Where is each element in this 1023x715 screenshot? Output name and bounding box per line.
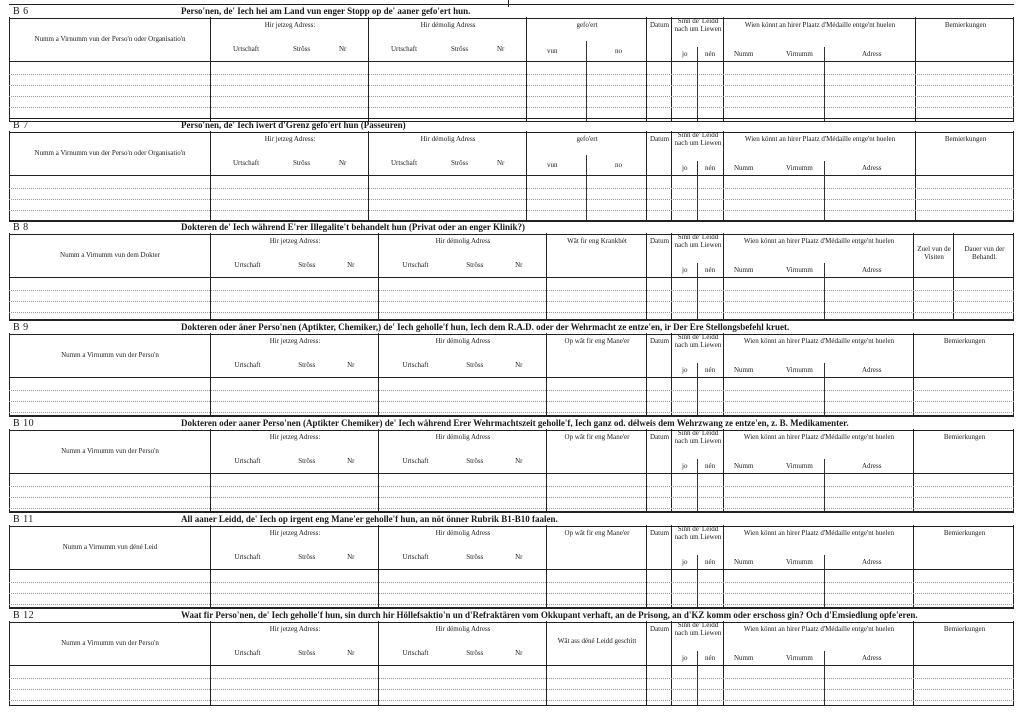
adress-label: Adress [862, 164, 882, 172]
section-title: Waat fir Perso'nen, de' Iech geholle'f hun, sin durch hir Höllefsaktio'n un d'Refraktären vom Okkupant verhaft, an de Prisong, an d'KZ komm oder erschoss gin? Och d'Emsiedlung opfe'eren. [181, 610, 918, 620]
duration-column [953, 233, 1014, 319]
alive-label: Sinn de' Leidd nach um Liewen [674, 131, 722, 147]
date-column [646, 233, 671, 319]
current-address-label: Hir jetzeg Adress: [269, 625, 321, 633]
nr-label: Nr [347, 553, 355, 561]
medal-recipient-column [723, 429, 913, 511]
section-title: Perso'nen, de' Iech iwert d'Grenz gefo'ert hun (Passeuren) [181, 120, 406, 130]
adress-label: Adress [862, 462, 882, 470]
fill-line [9, 582, 1014, 583]
remarks-label: Bemierkungen [943, 337, 986, 345]
header-separator [9, 175, 1014, 176]
former-address-column [378, 525, 546, 607]
section-title: Dokteren de' Iech während E'rer Illegalite't behandelt hun (Privat oder an enger Klinik?) [181, 222, 526, 232]
date-label: Datum [649, 529, 670, 537]
manner-column [546, 429, 646, 511]
section-b9 [9, 320, 1014, 416]
section-title: All aaner Leidd, de' Iech op irgent eng Mane'er geholle'f hun, an nöt önner Rubrik B1-B10 faalen. [181, 514, 558, 524]
fill-line [9, 678, 1014, 679]
ortschaft-label: Urtschaft [234, 361, 261, 369]
name-column-label: Numm a Virnumm vun der Perso'n oder Organisatio'n [34, 149, 186, 157]
jo-label: jo [682, 266, 688, 274]
nr-label: Nr [515, 649, 523, 657]
alive-divider [697, 363, 698, 415]
alive-divider [697, 161, 698, 221]
name-column-label: Numm a Virnumm vun der Perso'n oder Organisatio'n [34, 35, 186, 43]
name-column-label: Numm a Virnumm vun dem Dokter [60, 251, 160, 259]
remarks-column [913, 621, 1014, 705]
stross-label: Strôss [293, 159, 311, 167]
section-title: Dokteren oder äner Perso'nen (Aptikter, Chemiker,) de' Iech geholle'f hun, Iech dem R.A.D. oder der Wehrmacht ze entze'en, ir Der Ere Stellongsbefehl kruet. [181, 322, 790, 332]
section-b8 [9, 220, 1014, 320]
fill-line [9, 74, 1014, 75]
ortschaft-label: Urtschaft [391, 159, 418, 167]
ortschaft-label: Urtschaft [402, 261, 429, 269]
medal-label: Wien könnt an hirer Plaatz d'Médaille entge'nt huelen [743, 337, 895, 345]
fill-line [9, 312, 1014, 313]
alive-divider [697, 47, 698, 121]
illness-column [546, 233, 646, 319]
section-b10 [9, 416, 1014, 512]
adress-label: Adress [862, 266, 882, 274]
medal-label: Wien könnt an hirer Plaatz d'Médaille entge'nt huelen [744, 135, 896, 143]
section-b6 [9, 4, 1014, 122]
header-separator [9, 665, 1014, 666]
gefoert-label: gefo'ert [576, 135, 598, 143]
alive-label: Sinn de' Leidd nach um Liewen [674, 621, 722, 637]
former-address-label: Hir démolig Adress [435, 529, 491, 537]
name-column [9, 525, 210, 607]
numm-label: Numm [734, 366, 754, 374]
remarks-label: Bemierkungen [944, 21, 987, 29]
manner-label: Op wât fir eng Mane'er [564, 337, 630, 345]
header-separator [9, 61, 1014, 62]
date-label: Datum [649, 135, 670, 143]
fill-line [9, 210, 1014, 211]
current-address-label: Hir jetzeg Adress: [269, 433, 321, 441]
nr-label: Nr [497, 45, 505, 53]
fill-line [9, 85, 1014, 86]
jo-label: jo [682, 366, 688, 374]
adress-label: Adress [862, 654, 882, 662]
jo-label: jo [682, 50, 688, 58]
medal-divider [824, 161, 825, 221]
stross-label: Strôss [466, 457, 484, 465]
fill-line [9, 700, 1014, 701]
former-address-column [368, 17, 526, 121]
former-address-label: Hir démolig Adress [435, 625, 491, 633]
medal-label: Wien könnt an hirer Plaatz d'Médaille entge'nt huelen [743, 529, 895, 537]
name-column [9, 131, 210, 221]
alive-divider [697, 263, 698, 319]
medal-label: Wien könnt an hirer Plaatz d'Médaille entge'nt huelen [743, 237, 895, 245]
ortschaft-label: Urtschaft [402, 553, 429, 561]
alive-label: Sinn de' Leidd nach um Liewen [674, 233, 722, 249]
fill-line [9, 188, 1014, 189]
current-address-column [210, 131, 368, 221]
medal-recipient-column [723, 233, 913, 319]
jo-label: jo [682, 164, 688, 172]
manner-column [546, 333, 646, 415]
name-column-label: Numm a Virnumm vun der Perso'n [61, 447, 159, 455]
ortschaft-label: Urtschaft [234, 457, 261, 465]
date-label: Datum [649, 625, 670, 633]
former-address-column [378, 233, 546, 319]
alive-divider [697, 459, 698, 511]
former-address-column [378, 333, 546, 415]
current-address-label: Hir jetzeg Adress: [269, 529, 321, 537]
fill-line [9, 593, 1014, 594]
medal-divider [824, 459, 825, 511]
header-separator [9, 569, 1014, 570]
virnumm-label: Virnumm [786, 654, 813, 662]
nr-label: Nr [515, 261, 523, 269]
nr-label: Nr [339, 45, 347, 53]
date-column [646, 621, 671, 705]
remarks-column [913, 429, 1014, 511]
section-b12 [9, 608, 1014, 706]
medal-divider [824, 263, 825, 319]
remarks-column [915, 131, 1014, 221]
name-column [9, 429, 210, 511]
former-address-label: Hir démolig Adress [435, 337, 491, 345]
illness-label: Wât fir eng Krankhét [567, 237, 627, 245]
manner-column [546, 525, 646, 607]
date-column [646, 525, 671, 607]
medal-recipient-column [723, 525, 913, 607]
current-address-column [210, 333, 378, 415]
current-address-column [210, 525, 378, 607]
former-address-label: Hir démolig Adress [420, 135, 476, 143]
nen-label: nén [705, 654, 716, 662]
section-table [9, 525, 1014, 608]
former-address-column [368, 131, 526, 221]
nr-label: Nr [347, 361, 355, 369]
remarks-label: Bemierkungen [943, 529, 986, 537]
alive-label: Sinn de' Leidd nach um Liewen [674, 429, 722, 445]
stross-label: Strôss [298, 553, 316, 561]
stross-label: Strôss [298, 261, 316, 269]
alive-label: Sinn de' Leidd nach um Liewen [674, 525, 722, 541]
fill-line [9, 604, 1014, 605]
name-column [9, 17, 210, 121]
stross-label: Strôss [298, 457, 316, 465]
fill-line [9, 412, 1014, 413]
section-table [9, 17, 1014, 122]
name-column [9, 233, 210, 319]
current-address-column [210, 233, 378, 319]
current-address-column [210, 17, 368, 121]
former-address-label: Hir démolig Adress [435, 237, 491, 245]
virnumm-label: Virnumm [786, 266, 813, 274]
stross-label: Strôss [466, 649, 484, 657]
ortschaft-label: Urtschaft [233, 45, 260, 53]
stross-label: Strôss [298, 361, 316, 369]
header-separator [9, 473, 1014, 474]
section-table [9, 131, 1014, 222]
numm-label: Numm [734, 558, 754, 566]
fill-line [9, 486, 1014, 487]
what-happened-label: Wât ass déné Leidd geschitt [557, 637, 637, 645]
ortschaft-label: Urtschaft [234, 649, 261, 657]
fill-line [9, 290, 1014, 291]
ortschaft-label: Urtschaft [391, 45, 418, 53]
section-code: B 6 [13, 6, 29, 17]
numm-label: Numm [734, 654, 754, 662]
current-address-label: Hir jetzeg Adress: [264, 135, 316, 143]
name-column-label: Numm a Virnumm vun déné Leid [62, 543, 158, 551]
ortschaft-label: Urtschaft [233, 159, 260, 167]
fill-line [9, 199, 1014, 200]
ortschaft-label: Urtschaft [234, 261, 261, 269]
former-address-column [378, 429, 546, 511]
section-code: B 12 [13, 610, 35, 621]
virnumm-label: Virnumm [786, 462, 813, 470]
current-address-column [210, 621, 378, 705]
nr-label: Nr [347, 261, 355, 269]
current-address-column [210, 429, 378, 511]
duration-label: Dauer vun der Behandl. [964, 245, 1005, 261]
transport-divider [586, 155, 587, 221]
nen-label: nén [705, 558, 716, 566]
alive-label: Sinn de' Leidd nach um Liewen [674, 17, 722, 33]
date-label: Datum [649, 237, 670, 245]
nr-label: Nr [497, 159, 505, 167]
section-b7 [9, 118, 1014, 222]
nr-label: Nr [347, 457, 355, 465]
nen-label: nén [705, 50, 716, 58]
section-table [9, 429, 1014, 512]
virnumm-label: Virnumm [786, 366, 813, 374]
alive-divider [697, 651, 698, 705]
medal-divider [824, 555, 825, 607]
date-label: Datum [649, 337, 670, 345]
manner-column [546, 621, 646, 705]
medal-divider [824, 651, 825, 705]
manner-label: Op wât fir eng Mane'er [564, 529, 630, 537]
ortschaft-label: Urtschaft [234, 553, 261, 561]
virnumm-label: Virnumm [786, 50, 813, 58]
date-label: Datum [649, 433, 670, 441]
remarks-label: Bemierkungen [943, 625, 986, 633]
medal-label: Wien könnt an hirer Plaatz d'Médaille entge'nt huelen [743, 433, 895, 441]
former-address-label: Hir démolig Adress [435, 433, 491, 441]
stross-label: Strôss [451, 45, 469, 53]
nr-label: Nr [339, 159, 347, 167]
name-column-label: Numm a Virnumm vun der Perso'n [61, 639, 159, 647]
jo-label: jo [682, 558, 688, 566]
adress-label: Adress [862, 366, 882, 374]
jo-label: jo [682, 462, 688, 470]
medal-divider [824, 47, 825, 121]
fill-line [9, 689, 1014, 690]
fill-line [9, 390, 1014, 391]
virnumm-label: Virnumm [786, 558, 813, 566]
section-table [9, 333, 1014, 416]
numm-label: Numm [734, 164, 754, 172]
manner-label: Op wât fir eng Mane'er [564, 433, 630, 441]
medal-recipient-column [723, 333, 913, 415]
current-address-label: Hir jetzeg Adress: [269, 237, 321, 245]
former-address-column [378, 621, 546, 705]
nr-label: Nr [515, 457, 523, 465]
section-code: B 7 [13, 120, 29, 131]
visits-label: Zuel vun de Visiten [917, 245, 951, 261]
nr-label: Nr [515, 553, 523, 561]
nen-label: nén [705, 266, 716, 274]
no-label: no [615, 47, 622, 55]
remarks-label: Bemierkungen [944, 135, 987, 143]
section-title: Dokteren oder aaner Perso'nen (Aptikter Chemiker) de' Iech während Erer Wehrmachtszeit geholle'f, Iech ganz od. délweis dem Wehrzwang ze entze'en, z. B. Medikamenter. [181, 418, 849, 428]
medal-label: Wien könnt an hirer Plaatz d'Médaille entge'nt huelen [743, 625, 895, 633]
medal-recipient-column [723, 131, 915, 221]
nr-label: Nr [347, 649, 355, 657]
header-separator [9, 377, 1014, 378]
nen-label: nén [705, 462, 716, 470]
visits-column [913, 233, 953, 319]
stross-label: Strôss [466, 361, 484, 369]
name-column-label: Numm a Virnumm vun der Perso'n [61, 351, 159, 359]
adress-label: Adress [862, 558, 882, 566]
remarks-column [913, 525, 1014, 607]
current-address-label: Hir jetzeg Adress: [264, 21, 316, 29]
numm-label: Numm [734, 50, 754, 58]
header-separator [9, 277, 1014, 278]
virnumm-label: Virnumm [786, 164, 813, 172]
medal-recipient-column [723, 17, 915, 121]
section-code: B 8 [13, 222, 29, 233]
alive-label: Sinn de' Leidd nach um Liewen [674, 333, 722, 349]
fill-line [9, 401, 1014, 402]
fill-line [9, 96, 1014, 97]
fill-line [9, 107, 1014, 108]
nen-label: nén [705, 164, 716, 172]
ortschaft-label: Urtschaft [402, 361, 429, 369]
name-column [9, 621, 210, 705]
date-column [646, 131, 671, 221]
ortschaft-label: Urtschaft [402, 457, 429, 465]
remarks-label: Bemierkungen [943, 433, 986, 441]
stross-label: Strôss [293, 45, 311, 53]
medal-recipient-column [723, 621, 913, 705]
stross-label: Strôss [451, 159, 469, 167]
section-code: B 11 [13, 514, 34, 525]
ortschaft-label: Urtschaft [402, 649, 429, 657]
date-column [646, 17, 671, 121]
date-label: Datum [649, 21, 670, 29]
medal-label: Wien könnt an hirer Plaatz d'Médaille entge'nt huelen [744, 21, 896, 29]
section-table [9, 621, 1014, 706]
former-address-label: Hir démolig Adress [420, 21, 476, 29]
name-column [9, 333, 210, 415]
medal-divider [824, 363, 825, 415]
section-b11 [9, 512, 1014, 608]
vun-label: vun [547, 47, 558, 55]
adress-label: Adress [862, 50, 882, 58]
transport-divider [586, 41, 587, 121]
vun-label: vun [547, 161, 558, 169]
numm-label: Numm [734, 266, 754, 274]
nen-label: nén [705, 366, 716, 374]
gefoert-label: gefo'ert [576, 21, 598, 29]
nr-label: Nr [515, 361, 523, 369]
numm-label: Numm [734, 462, 754, 470]
no-label: no [615, 161, 622, 169]
section-code: B 9 [13, 322, 29, 333]
date-column [646, 333, 671, 415]
stross-label: Strôss [466, 553, 484, 561]
fill-line [9, 508, 1014, 509]
fill-line [9, 497, 1014, 498]
section-table [9, 233, 1014, 320]
remarks-column [913, 333, 1014, 415]
jo-label: jo [682, 654, 688, 662]
stross-label: Strôss [466, 261, 484, 269]
stross-label: Strôss [298, 649, 316, 657]
fill-line [9, 301, 1014, 302]
alive-divider [697, 555, 698, 607]
section-title: Perso'nen, de' Iech hei am Land vun enger Stopp op de' aaner gefo'ert hun. [181, 6, 471, 16]
section-code: B 10 [13, 418, 35, 429]
date-column [646, 429, 671, 511]
remarks-column [915, 17, 1014, 121]
current-address-label: Hir jetzeg Adress: [269, 337, 321, 345]
